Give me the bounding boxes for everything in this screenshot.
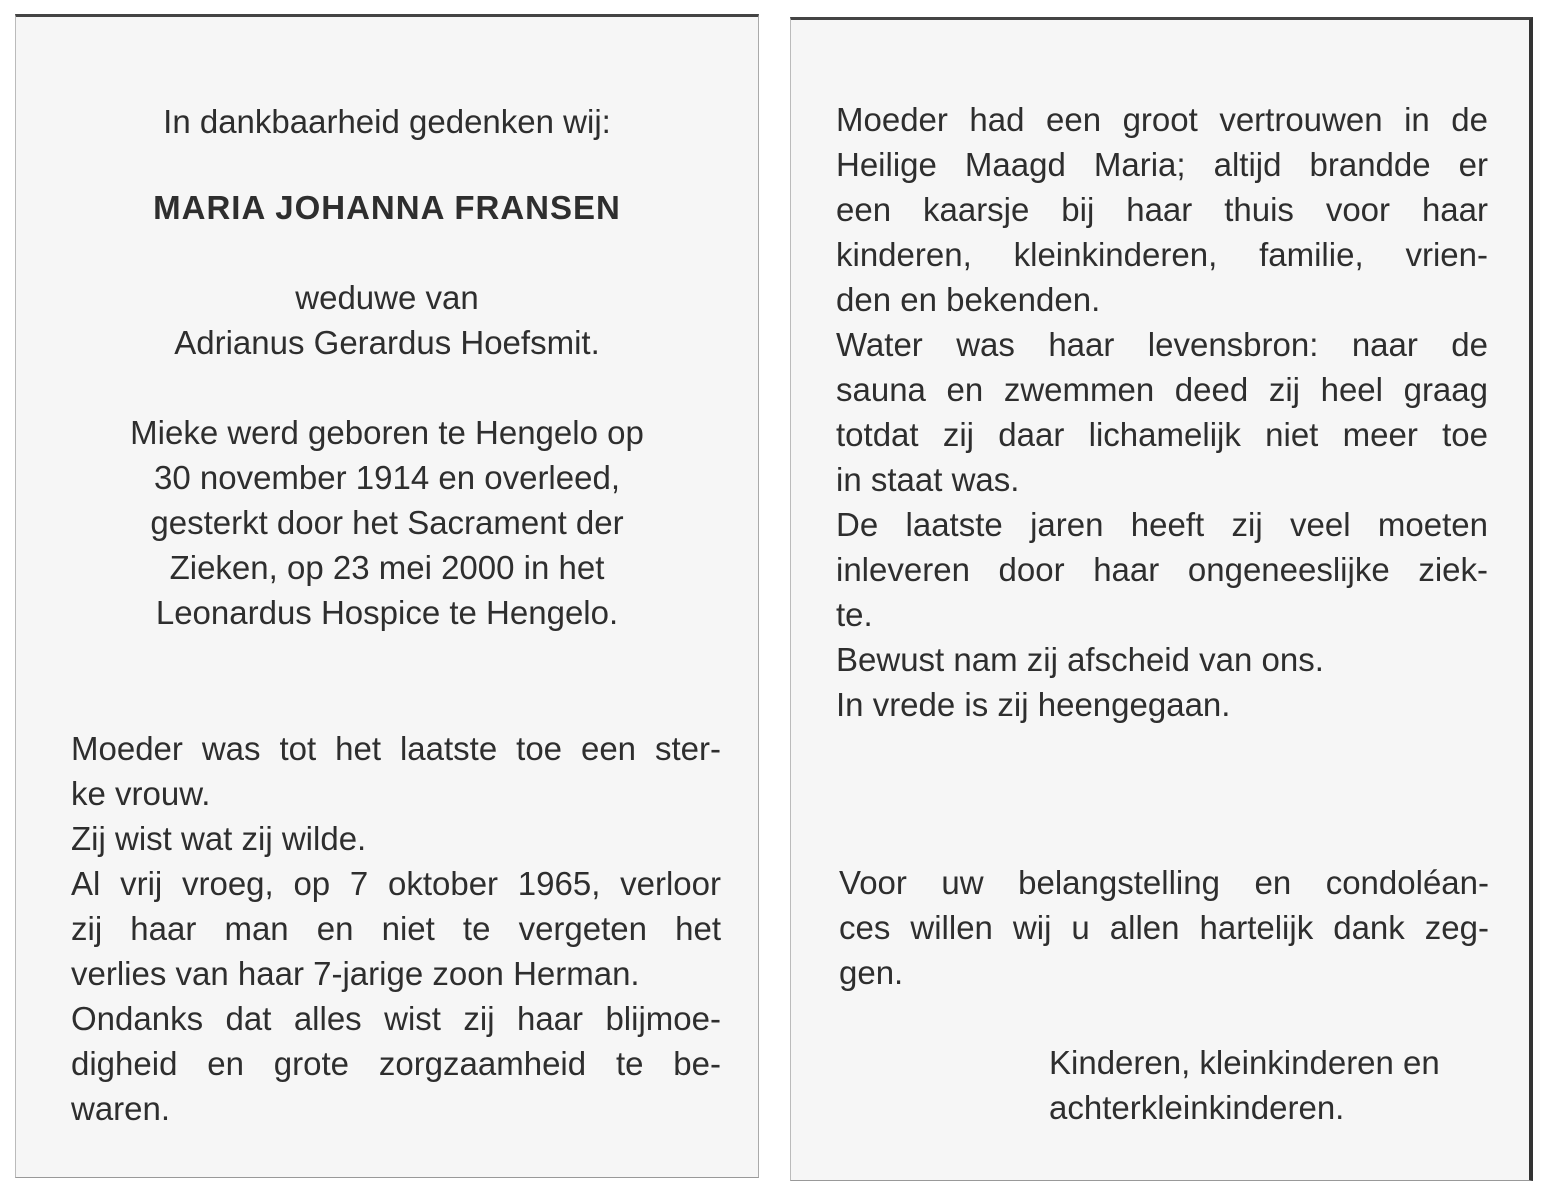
- paragraph-line: In vrede is zij heengegaan.: [836, 686, 1231, 723]
- birth-text-line: Zieken, op 23 mei 2000 in het: [169, 549, 605, 586]
- paragraph-line: inleveren door haar ongeneeslijke ziek-: [836, 551, 1488, 588]
- paragraph-line: kinderen, kleinkinderen, familie, vrien-: [836, 236, 1488, 273]
- paragraph-line: Moeder was tot het laatste toe een ster-: [71, 730, 721, 767]
- paragraph-line: Ondanks dat alles wist zij haar blijmoe-: [71, 1000, 721, 1037]
- right-card-page: [790, 17, 1533, 1181]
- spouse-name: Adrianus Gerardus Hoefsmit.: [174, 324, 600, 361]
- paragraph-line: in staat was.: [836, 461, 1020, 498]
- birth-text-line: 30 november 1914 en overleed,: [154, 459, 620, 496]
- paragraph-line: Zij wist wat zij wilde.: [71, 820, 367, 857]
- signature-line: Kinderen, kleinkinderen en: [1049, 1044, 1440, 1081]
- paragraph-line: Moeder had een groot vertrouwen in de: [836, 101, 1488, 138]
- birth-text-line: Mieke werd geboren te Hengelo op: [130, 414, 644, 451]
- paragraph-line: ke vrouw.: [71, 775, 211, 812]
- paragraph-line: digheid en grote zorgzaamheid te be-: [71, 1045, 721, 1082]
- paragraph-line: totdat zij daar lichamelijk niet meer toe: [836, 416, 1488, 453]
- birth-text-line: Leonardus Hospice te Hengelo.: [155, 594, 619, 631]
- paragraph-line: den en bekenden.: [836, 281, 1101, 318]
- paragraph-line: sauna en zwemmen deed zij heel graag: [836, 371, 1488, 408]
- paragraph-line: Al vrij vroeg, op 7 oktober 1965, verloor: [71, 865, 721, 902]
- paragraph-line: Bewust nam zij afscheid van ons.: [836, 641, 1324, 678]
- thanks-line: ces willen wij u allen hartelijk dank zeg-: [839, 909, 1489, 946]
- paragraph-line: verlies van haar 7-jarige zoon Herman.: [71, 955, 640, 992]
- thanks-line: gen.: [839, 954, 904, 991]
- paragraph-line: De laatste jaren heeft zij veel moeten: [836, 506, 1488, 543]
- paragraph-line: Heilige Maagd Maria; altijd brandde er: [836, 146, 1488, 183]
- paragraph-line: een kaarsje bij haar thuis voor haar: [836, 191, 1488, 228]
- paragraph-line: zij haar man en niet te vergeten het: [71, 910, 721, 947]
- birth-text-line: gesterkt door het Sacrament der: [150, 504, 624, 541]
- left-card-page: [15, 14, 759, 1178]
- thanks-line: Voor uw belangstelling en condoléan-: [839, 864, 1489, 901]
- paragraph-line: waren.: [71, 1090, 171, 1127]
- widow-line: weduwe van: [295, 279, 479, 316]
- paragraph-line: te.: [836, 596, 873, 633]
- signature-line: achterkleinkinderen.: [1049, 1089, 1345, 1126]
- deceased-name: MARIA JOHANNA FRANSEN: [153, 189, 621, 226]
- intro-text: In dankbaarheid gedenken wij:: [163, 103, 611, 140]
- paragraph-line: Water was haar levensbron: naar de: [836, 326, 1488, 363]
